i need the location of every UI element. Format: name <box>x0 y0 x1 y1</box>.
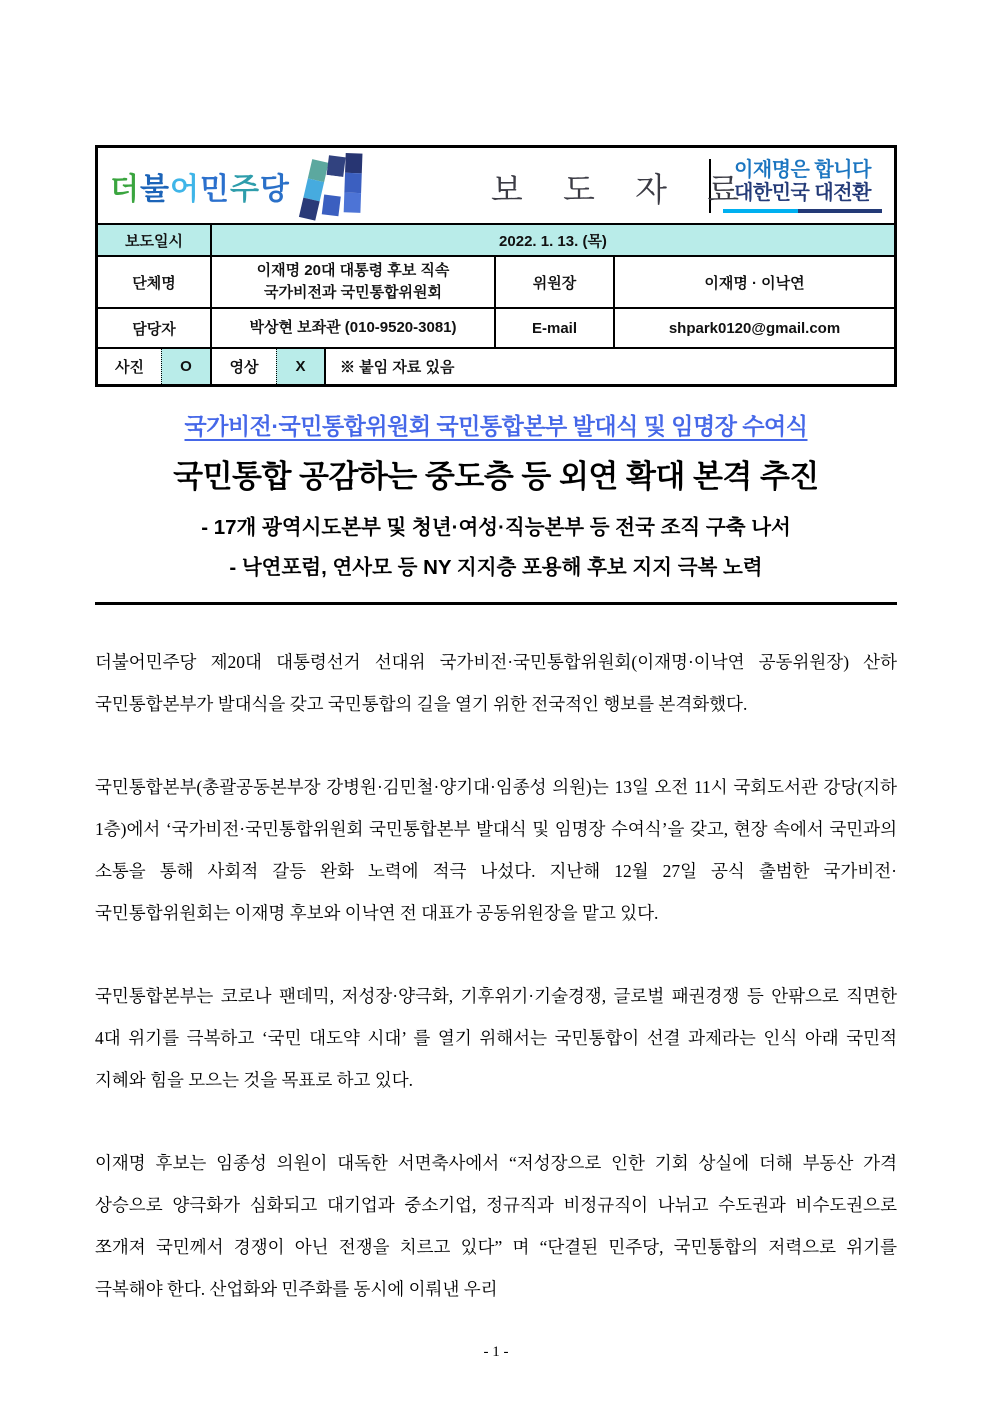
email-value: shpark0120@gmail.com <box>668 319 841 337</box>
org-label: 단체명 <box>98 257 212 307</box>
headline-subtitle: 국가비전·국민통합위원회 국민통합본부 발대식 및 임명장 수여식 <box>184 413 808 439</box>
wordmark-letter: 어 <box>169 172 200 206</box>
chair-value: 이재명 · 이낙연 <box>704 274 805 292</box>
slogan-line1: 이재명은 합니다 <box>734 158 871 181</box>
table-row-date <box>98 223 894 255</box>
party-wordmark <box>110 164 290 208</box>
wordmark-letter: 민 <box>199 172 230 206</box>
party-flag-icon <box>286 153 372 223</box>
header-table <box>95 145 897 387</box>
wordmark-letter: 불 <box>139 172 170 206</box>
table-row-contact <box>98 307 894 347</box>
contact-value: 박상현 보좌관 (010-9520-3081) <box>212 309 496 347</box>
paragraph-3: 국민통합본부는 코로나 팬데믹, 저성장·양극화, 기후위기·기술경쟁, 글로벌 패권경쟁 등 안팎으로 직면한 4대 위기를 극복하고 ‘국민 대도약 시대’ 를 열기 위해서는 국민통합이 선결 과제라는 인식 아래 국민적 지혜와 힘을 모으는 것을 목표로 하고 있다. <box>95 985 897 1090</box>
org-value-line2: 국가비전과 국민통합위원회 <box>263 284 443 301</box>
headline-bullet-1: - 17개 광역시도본부 및 청년·여성·직능본부 등 전국 조직 구축 나서 <box>201 516 791 539</box>
date-label: 보도일시 <box>98 225 212 255</box>
wordmark-letter: 주 <box>229 172 260 206</box>
headline-bullet-2: - 낙연포럼, 연사모 등 NY 지지층 포용해 후보 지지 극복 노력 <box>229 555 763 579</box>
photo-label: 사진 <box>115 359 144 376</box>
paragraph-4: 이재명 후보는 임종성 의원이 대독한 서면축사에서 “저성장으로 인한 기회 상실에 더해 부동산 가격 상승으로 양극화가 심화되고 대기업과 중소기업, 정규직과 비정규직이 나뉘고 수도권과 비수도권으로 쪼개져 국민께서 경쟁이 아닌 전쟁을 치르고 있다” 며 “단결된 민주당, 국민통합의 저력으로 위기를 극복해야 한다. 산업화와 민주화를 동시에 이뤄낸 우리 <box>95 1152 897 1299</box>
headline-divider <box>95 602 897 605</box>
video-flag-value: X <box>276 349 326 384</box>
page-number: - 1 - <box>483 1344 509 1360</box>
paragraph-1: 더불어민주당 제20대 대통령선거 선대위 국가비전·국민통합위원회(이재명·이낙연 공동위원장) 산하 국민통합본부가 발대식을 갖고 국민통합의 길을 열기 위한 전국적인 행보를 본격화했다. <box>95 651 897 714</box>
document-type-title: 보 도 자 료 <box>490 173 756 209</box>
org-value-line1: 이재명 20대 대통령 후보 직속 <box>256 262 450 280</box>
headline-title: 국민통합 공감하는 중도층 등 외연 확대 본격 추진 <box>173 459 819 494</box>
headline-bullets <box>95 508 897 588</box>
contact-label: 담당자 <box>98 309 212 347</box>
attachment-note: ※ 붙임 자료 있음 <box>340 359 455 376</box>
org-value <box>212 257 496 307</box>
slogan-line2: 대한민국 대전환 <box>734 181 871 204</box>
chair-label: 위원장 <box>496 257 615 307</box>
table-row-media <box>98 347 894 384</box>
article-body <box>95 641 897 1310</box>
paragraph-2: 국민통합본부(총괄공동본부장 강병원·김민철·양기대·임종성 의원)는 13일 오전 11시 국회도서관 강당(지하 1층)에서 ‘국가비전·국민통합위원회 국민통합본부 발대식 및 임명장 수여식’을 갖고, 현장 속에서 국민과의 소통을 통해 사회적 갈등 완화 노력에 적극 나섰다. 지난해 12월 27일 공식 출범한 국가비전·국민통합위원회는 이재명 후보와 이낙연 전 대표가 공동위원장을 맡고 있다. <box>95 776 897 923</box>
header-logo-row <box>98 148 894 223</box>
slogan-underline-navy <box>798 209 883 213</box>
wordmark-letter: 당 <box>259 172 290 206</box>
date-value: 2022. 1. 13. (목) <box>212 225 894 255</box>
photo-flag-value: O <box>161 349 212 384</box>
table-row-org <box>98 255 894 307</box>
video-label: 영상 <box>229 359 259 376</box>
party-logo <box>98 149 372 223</box>
wordmark-letter: 더 <box>110 172 140 206</box>
email-label: E-mail <box>496 309 615 347</box>
